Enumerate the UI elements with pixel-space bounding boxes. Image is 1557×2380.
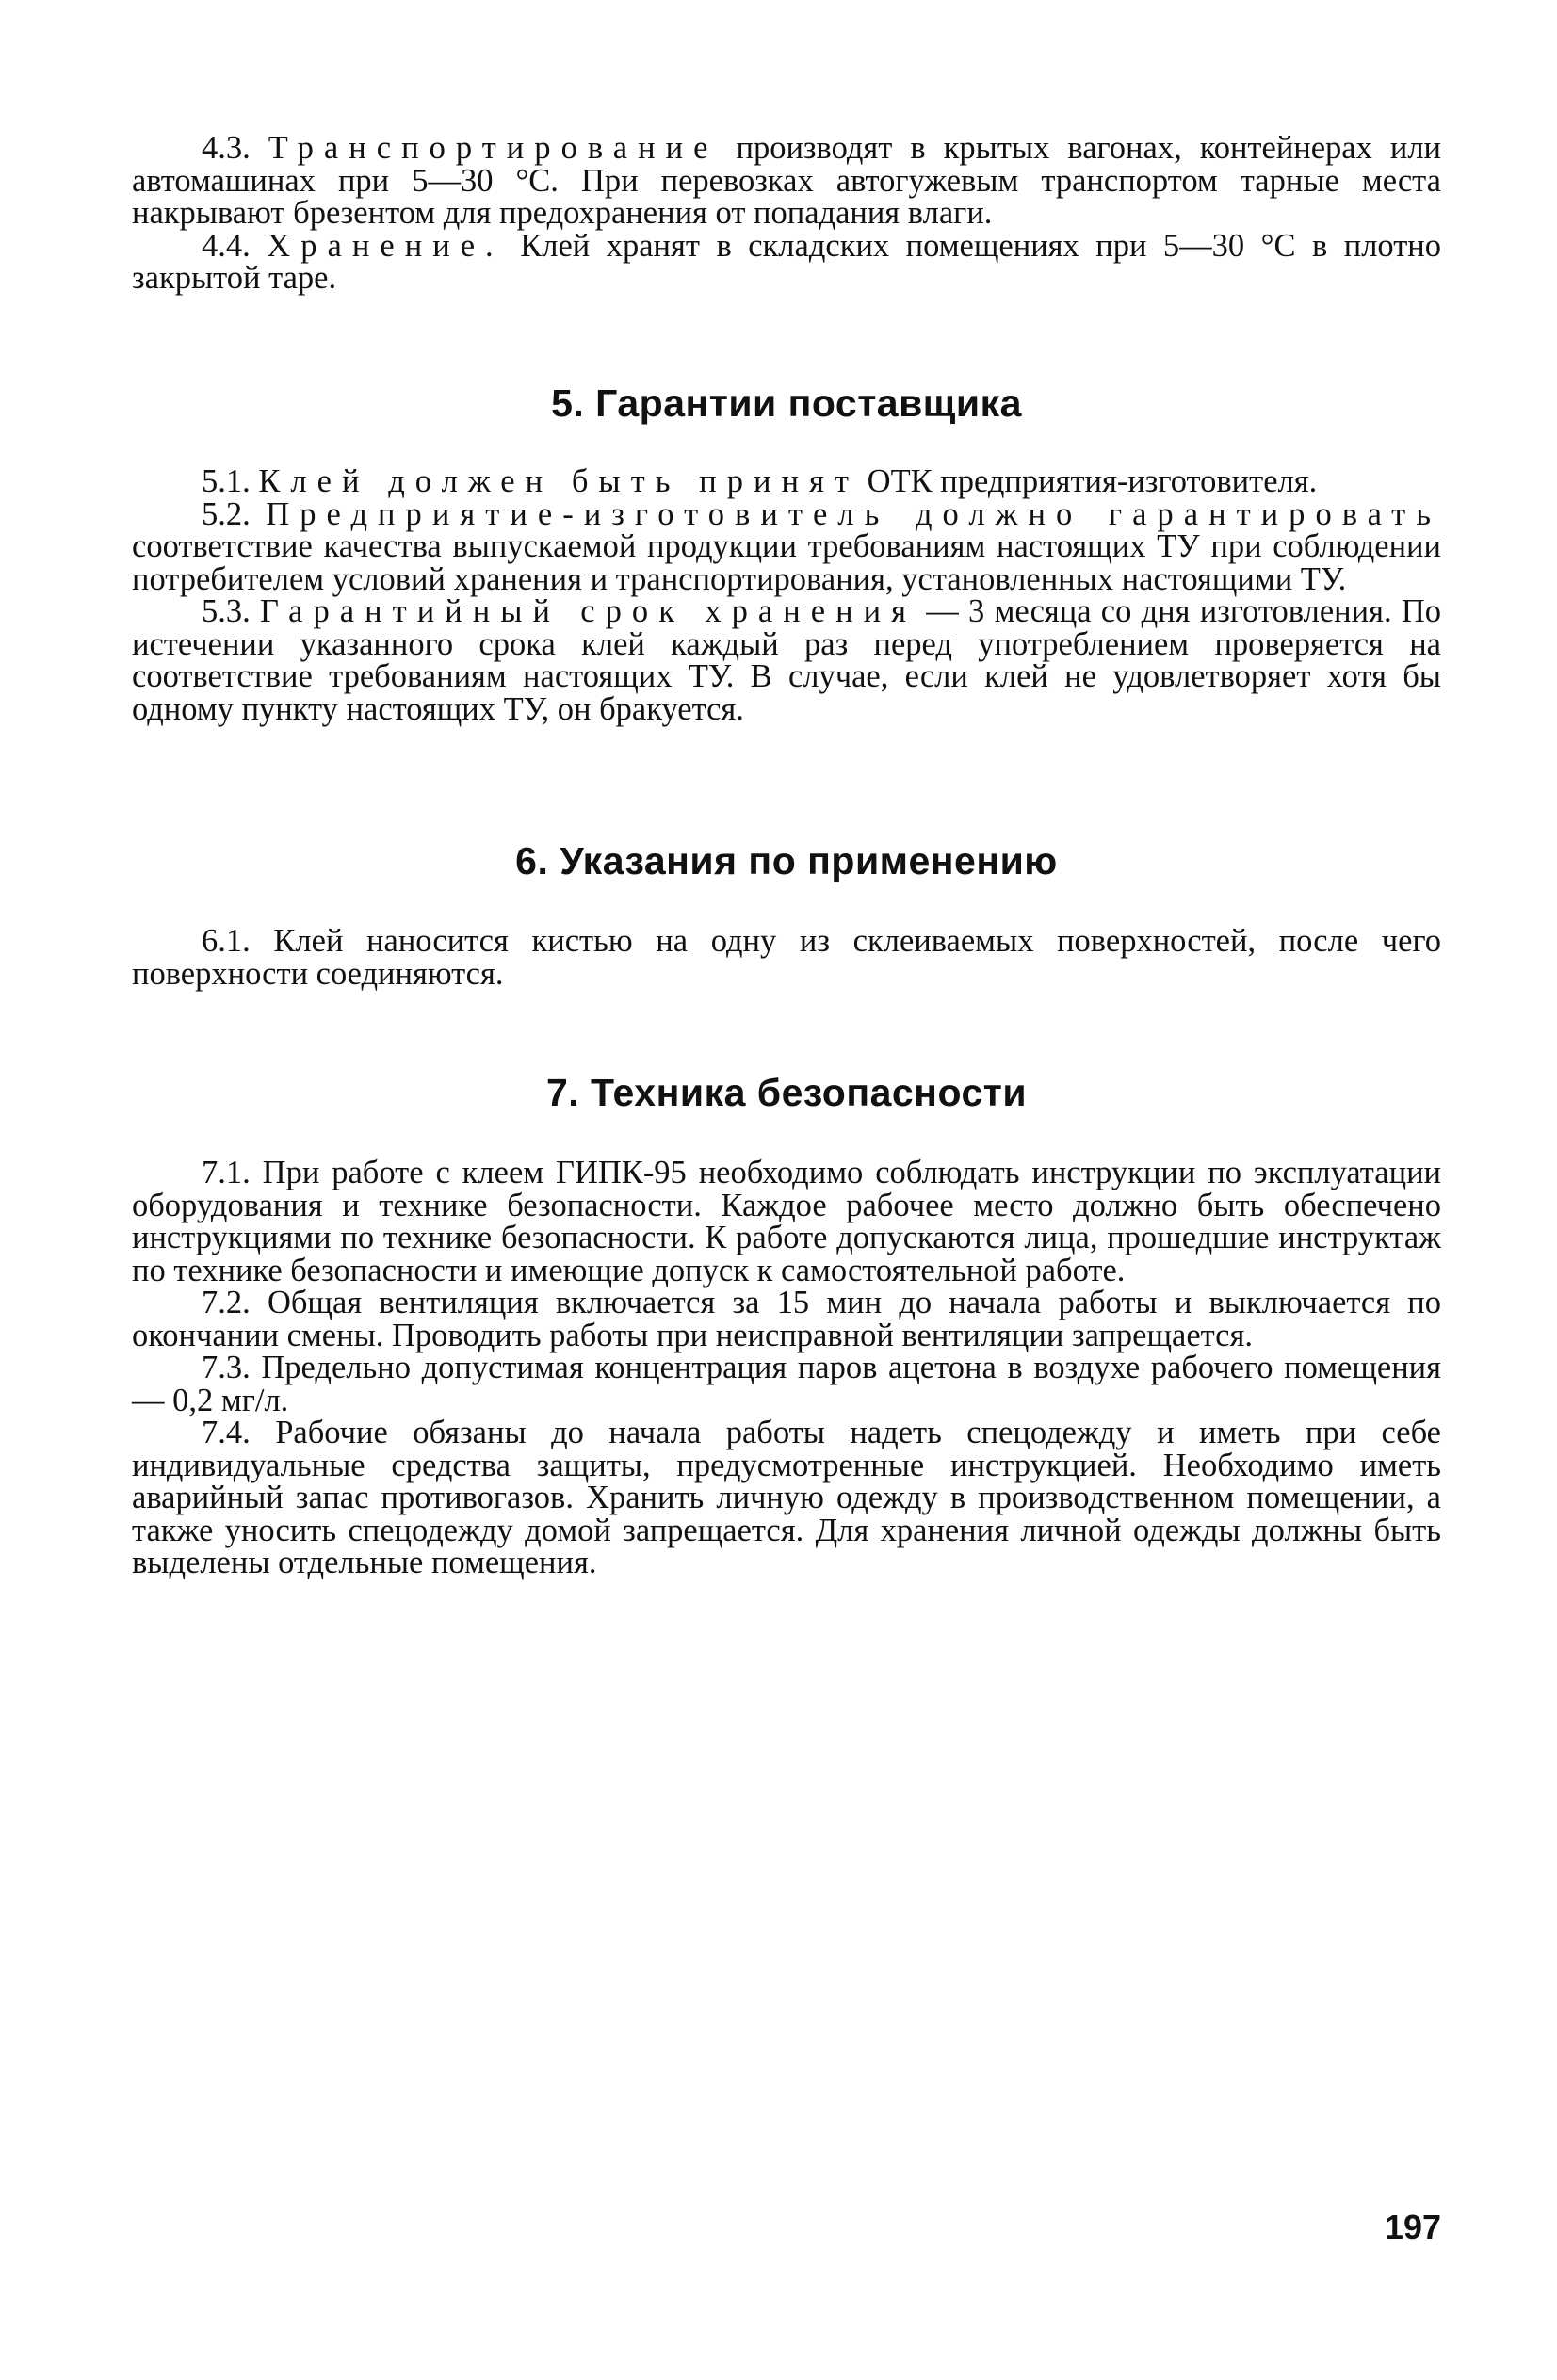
section-4-text [132,132,1441,295]
paragraph-number: 4.3. [202,130,251,166]
paragraph-7-2: 7.2. Общая вентиляция включается за 15 мин до начала работы и выключается по окончании смены. Проводить работы при неисправной вентиляции запрещается. [132,1285,1441,1353]
paragraph-7-1: 7.1. При работе с клеем ГИПК-95 необходимо соблюдать инструкции по эксплуатации оборудования и технике безопасности. Каждое рабочее место должно быть обеспечено инструкциями по технике безопасности. К работе допускаются лица, прошедшие инструктаж по технике безопасности и имеющие допуск к самостоятельной работе. [132,1155,1441,1288]
paragraph-term: Транспортирование [268,130,719,166]
section-7-text [132,1157,1441,1579]
paragraph-5-3 [132,595,1441,725]
paragraph-text: — 3 месяца со дня изготовления. По истечении указанного срока клей каждый раз перед употреблением проверяется на соответствие требованиям настоящих ТУ. В случае, если клей не удовлетворяет хотя бы одному пункту настоящих ТУ, он бракуется. [132,593,1442,727]
paragraph-text: соответствие качества выпускаемой продукции требованиям настоящих ТУ при соблюдении потребителем условий хранения и транспортирования, установленных настоящими ТУ. [132,528,1441,597]
paragraph-5-1 [132,465,1441,498]
paragraph-7-4: 7.4. Рабочие обязаны до начала работы надеть спецодежду и иметь при себе индивидуальные средства защиты, предусмотренные инструкцией. Необходимо иметь аварийный запас противогазов. Хранить личную одежду в производственном помещении, а также уносить спецодежду домой запрещается. Для хранения личной одежды должны быть выделены отдельные помещения. [132,1415,1441,1580]
paragraph-number: 5.1. [202,463,251,499]
paragraph-text: ОТК предприятия-изготовителя. [867,463,1318,499]
paragraph-term: Хранение. [267,227,504,264]
section-6-text [132,925,1441,990]
paragraph-6-1: 6.1. Клей наносится кистью на одну из склеиваемых поверхностей, после чего поверхности соединяются. [132,923,1441,992]
paragraph-4-3 [132,132,1441,230]
paragraph-4-4 [132,227,1442,296]
paragraph-number: 5.2. [202,495,251,532]
paragraph-number: 5.3. [202,593,251,629]
section-6-heading: 6. Указания по применению [515,839,1058,882]
page-number: 197 [1384,2208,1441,2246]
paragraph-text: Клей хранят в складских помещениях при 5—30 °С в плотно закрытой таре. [132,227,1442,296]
section-7-heading: 7. Техника безопасности [545,1071,1028,1114]
paragraph-term: Гарантийный срок хранения [260,593,917,629]
section-5-text [132,465,1441,725]
paragraph-7-3: 7.3. Предельно допустимая концентрация паров ацетона в воздухе рабочего помещения — 0,2 мг/л. [132,1350,1441,1418]
section-5-heading: 5. Гарантии поставщика [551,381,1022,425]
paragraph-number: 4.4. [202,227,251,264]
paragraph-term: Клей должен быть принят [258,463,860,499]
paragraph-text: производят в крытых вагонах, контейнерах или автомашинах при 5—30 °С. При перевозках автогужевым транспортом тарные места накрывают брезентом для предохранения от попадания влаги. [132,130,1442,231]
paragraph-5-2 [132,495,1441,597]
paragraph-term: Предприятие-изготовитель должно гарантировать [266,495,1441,532]
